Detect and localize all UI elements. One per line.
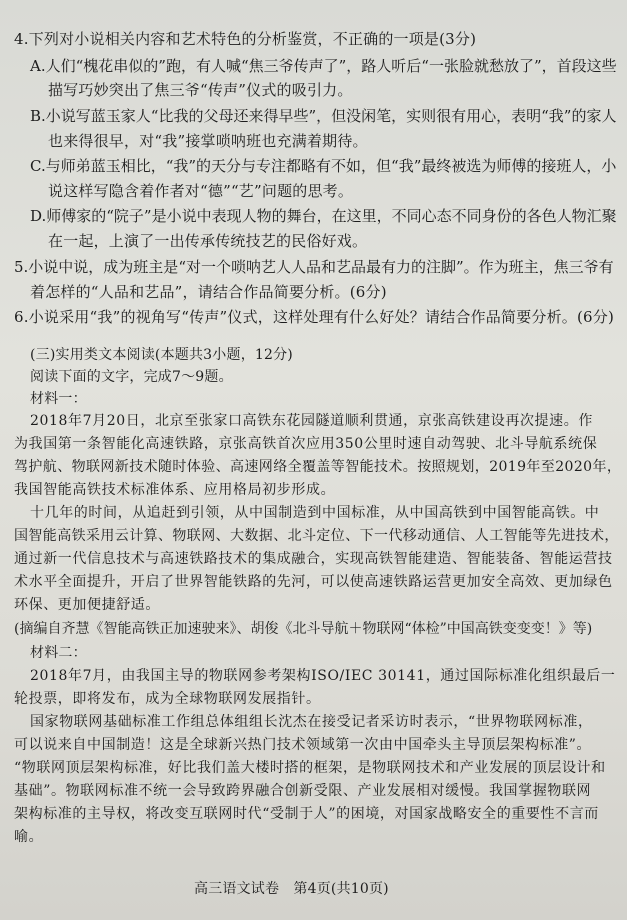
q4-option-d-line2: 在一起，上演了一出传承传统技艺的民俗好戏。 (48, 232, 368, 250)
q4-option-c-line1: C.与师弟蓝玉相比，“我”的天分与专注都略有不如，但“我”最终被选为师傅的接班人，小 (30, 157, 617, 175)
m2-para2-line3: “物联网顶层架构标准，好比我们盖大楼时搭的框架，是物联网技术和产业发展的顶层设计和 (14, 760, 606, 776)
q4-option-a-line2: 描写巧妙突出了焦三爷“传声”仪式的吸引力。 (48, 81, 353, 99)
section-heading: (三)实用类文本阅读(本题共3小题，12分) (30, 347, 293, 363)
m1-para1-line2: 为我国第一条智能化高速铁路，京张高铁首次应用350公里时速自动驾驶、北斗导航系统保 (14, 436, 598, 452)
m1-para1-line3: 驾护航、物联网新技术随时体验、高速网络全覆盖等智能技术。按照规划，2019年至2020年， (14, 459, 622, 475)
m2-para2-line6: 喻。 (14, 829, 44, 845)
question-5-line1: 5.小说中说，成为班主是“对一个唢呐艺人人品和艺品最有力的注脚”。作为班主，焦三爷有 (14, 258, 614, 276)
m2-para2-line5: 架构标准的主导权，将改变互联网时代“受制于人”的困境，对国家战略安全的重要性不言而 (14, 806, 599, 822)
m2-para2-line2: 可以说来自中国制造！这是全球新兴热门技术领域第一次由中国牵头主导顶层架构标准”。 (14, 737, 592, 753)
question-5-line2: 着怎样的“人品和艺品”，请结合作品简要分析。(6分) (30, 283, 387, 301)
m1-para1-line1: 2018年7月20日，北京至张家口高铁东花园隧道顺利贯通，京张高铁建设再次提速。作 (30, 413, 593, 429)
page-footer: 高三语文试卷 第4页(共10页) (194, 881, 389, 897)
m1-para2-line3: 通过新一代信息技术与高速铁路技术的集成融合，实现高铁智能建造、智能装备、智能运营技 (14, 551, 613, 567)
q4-option-c-line2: 说这样写隐含着作者对“德”“艺”问题的思考。 (48, 182, 354, 200)
m2-para2-line4: 基础”。物联网标准不统一会导致跨界融合创新受限、产业发展相对缓慢。我国掌握物联网 (14, 783, 592, 799)
reading-instruction: 阅读下面的文字，完成7～9题。 (30, 369, 233, 385)
question-4-stem: 4.下列对小说相关内容和艺术特色的分析鉴赏，不正确的一项是(3分) (14, 30, 477, 48)
m1-para2-line4: 术水平全面提升，开启了世界智能铁路的先河，可以使高速铁路运营更加安全高效、更加绿色 (14, 574, 613, 590)
m1-para2-line5: 环保、更加便捷舒适。 (14, 597, 160, 613)
material-1-label: 材料一： (30, 391, 87, 407)
m1-para1-line4: 我国智能高铁技术标准体系、应用格局初步形成。 (14, 482, 336, 498)
m2-para1-line2: 轮投票，即将发布，成为全球物联网发展指针。 (14, 691, 321, 707)
m2-para2-line1: 国家物联网基础标准工作组总体组组长沈杰在接受记者采访时表示，“世界物联网标准， (30, 714, 593, 730)
q4-option-a-line1: A.人们“槐花串似的”跑，有人喊“焦三爷传声了”，路人听后“一张脸就愁放了”，首段这些 (30, 57, 617, 75)
q4-option-b-line1: B.小说写蓝玉家人“比我的父母还来得早些”，但没闲笔，实则很有用心，表明“我”的家人 (30, 107, 617, 125)
q4-option-d-line1: D.师傅家的“院子”是小说中表现人物的舞台，在这里，不同心态不同身份的各色人物汇聚 (30, 207, 617, 225)
material-2-label: 材料二： (30, 645, 87, 661)
m1-para2-line2: 国智能高铁采用云计算、物联网、大数据、北斗定位、下一代移动通信、人工智能等先进技术， (14, 528, 619, 544)
material-1-source: (摘编自齐慧《智能高铁正加速驶来》、胡俊《北斗导航＋物联网“体检”中国高铁变变变！》等) (14, 621, 593, 637)
question-6: 6.小说采用“我”的视角写“传声”仪式，这样处理有什么好处？请结合作品简要分析。(6分) (14, 308, 615, 326)
m1-para2-line1: 十几年的时间，从追赶到引领，从中国制造到中国标准，从中国高铁到中国智能高铁。中 (30, 505, 600, 521)
m2-para1-line1: 2018年7月，由我国主导的物联网参考架构ISO/IEC 30141，通过国际标准化组织最后一 (30, 668, 616, 684)
q4-option-b-line2: 也来得很早，对“我”接掌唢呐班也充满着期待。 (48, 132, 368, 150)
